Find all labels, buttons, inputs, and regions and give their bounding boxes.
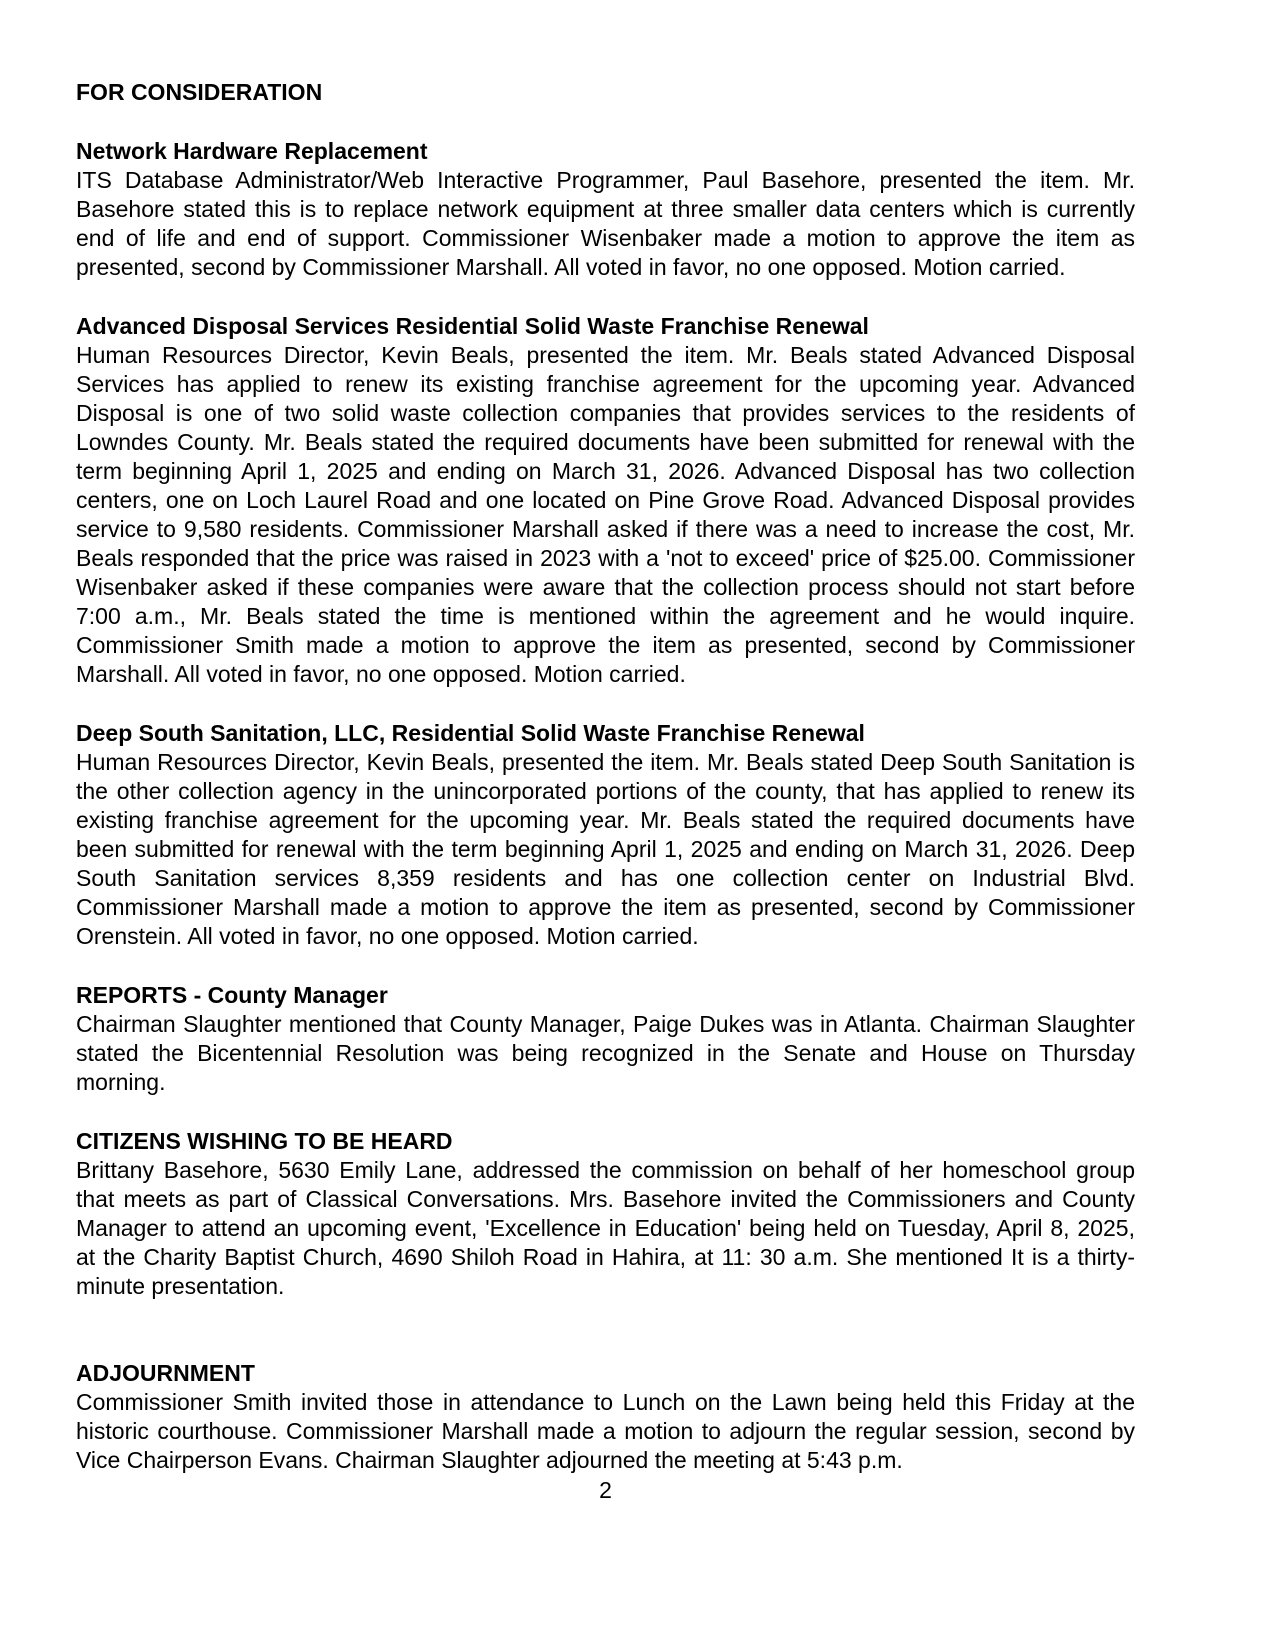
- section-body-advanced-disposal-franchise-renewal: Human Resources Director, Kevin Beals, presented the item. Mr. Beals stated Advanced Disposal Services has applied to renew its existing franchise agreement for the upcoming year. Advanced Disposal is one of two solid waste collection companies that provides services to the residents of Lowndes County. Mr. Beals stated the required documents have been submitted for renewal with the term beginning April 1, 2025 and ending on March 31, 2026. Advanced Disposal has two collection centers, one on Loch Laurel Road and one located on Pine Grove Road. Advanced Disposal provides service to 9,580 residents. Commissioner Marshall asked if there was a need to increase the cost, Mr. Beals responded that the price was raised in 2023 with a 'not to exceed' price of $25.00. Commissioner Wisenbaker asked if these companies were aware that the collection process should not start before 7:00 a.m., Mr. Beals stated the time is mentioned within the agreement and he would inquire. Commissioner Smith made a motion to approve the item as presented, second by Commissioner Marshall. All voted in favor, no one opposed. Motion carried.: [76, 342, 1135, 687]
- section-heading-for-consideration: FOR CONSIDERATION: [76, 79, 323, 105]
- section-adjournment: [76, 1359, 1135, 1475]
- section-body-citizens-wishing-to-be-heard: Brittany Basehore, 5630 Emily Lane, addressed the commission on behalf of her homeschool group that meets as part of Classical Conversations. Mrs. Basehore invited the Commissioners and County Manager to attend an upcoming event, 'Excellence in Education' being held on Tuesday, April 8, 2025, at the Charity Baptist Church, 4690 Shiloh Road in Hahira, at 11: 30 a.m. She mentioned It is a thirty-minute presentation.: [76, 1157, 1135, 1299]
- section-heading-deep-south-sanitation-franchise-renewal: Deep South Sanitation, LLC, Residential Solid Waste Franchise Renewal: [76, 720, 865, 746]
- section-heading-citizens-wishing-to-be-heard: CITIZENS WISHING TO BE HEARD: [76, 1128, 453, 1154]
- section-citizens-wishing-to-be-heard: [76, 1127, 1135, 1301]
- section-body-adjournment: Commissioner Smith invited those in attendance to Lunch on the Lawn being held this Friday at the historic courthouse. Commissioner Marshall made a motion to adjourn the regular session, second by Vice Chairperson Evans. Chairman Slaughter adjourned the meeting at 5:43 p.m.: [76, 1389, 1135, 1473]
- section-heading-network-hardware-replacement: Network Hardware Replacement: [76, 138, 428, 164]
- section-reports-county-manager: [76, 981, 1135, 1097]
- section-body-deep-south-sanitation-franchise-renewal: Human Resources Director, Kevin Beals, presented the item. Mr. Beals stated Deep South Sanitation is the other collection agency in the unincorporated portions of the county, that has applied to renew its existing franchise agreement for the upcoming year. Mr. Beals stated the required documents have been submitted for renewal with the term beginning April 1, 2025 and ending on March 31, 2026. Deep South Sanitation services 8,359 residents and has one collection center on Industrial Blvd. Commissioner Marshall made a motion to approve the item as presented, second by Commissioner Orenstein. All voted in favor, no one opposed. Motion carried.: [76, 749, 1135, 949]
- section-heading-advanced-disposal-franchise-renewal: Advanced Disposal Services Residential Solid Waste Franchise Renewal: [76, 313, 869, 339]
- section-body-reports-county-manager: Chairman Slaughter mentioned that County Manager, Paige Dukes was in Atlanta. Chairman Slaughter stated the Bicentennial Resolution was being recognized in the Senate and House on Thursday morning.: [76, 1011, 1135, 1095]
- section-body-network-hardware-replacement: ITS Database Administrator/Web Interactive Programmer, Paul Basehore, presented the item. Mr. Basehore stated this is to replace network equipment at three smaller data centers which is currently end of life and end of support. Commissioner Wisenbaker made a motion to approve the item as presented, second by Commissioner Marshall. All voted in favor, no one opposed. Motion carried.: [76, 167, 1135, 280]
- section-heading-reports-county-manager: REPORTS - County Manager: [76, 982, 388, 1008]
- section-advanced-disposal-franchise-renewal: [76, 312, 1135, 689]
- page-number: 2: [599, 1477, 612, 1503]
- section-heading-adjournment: ADJOURNMENT: [76, 1360, 255, 1386]
- section-network-hardware-replacement: [76, 137, 1135, 282]
- section-deep-south-sanitation-franchise-renewal: [76, 719, 1135, 951]
